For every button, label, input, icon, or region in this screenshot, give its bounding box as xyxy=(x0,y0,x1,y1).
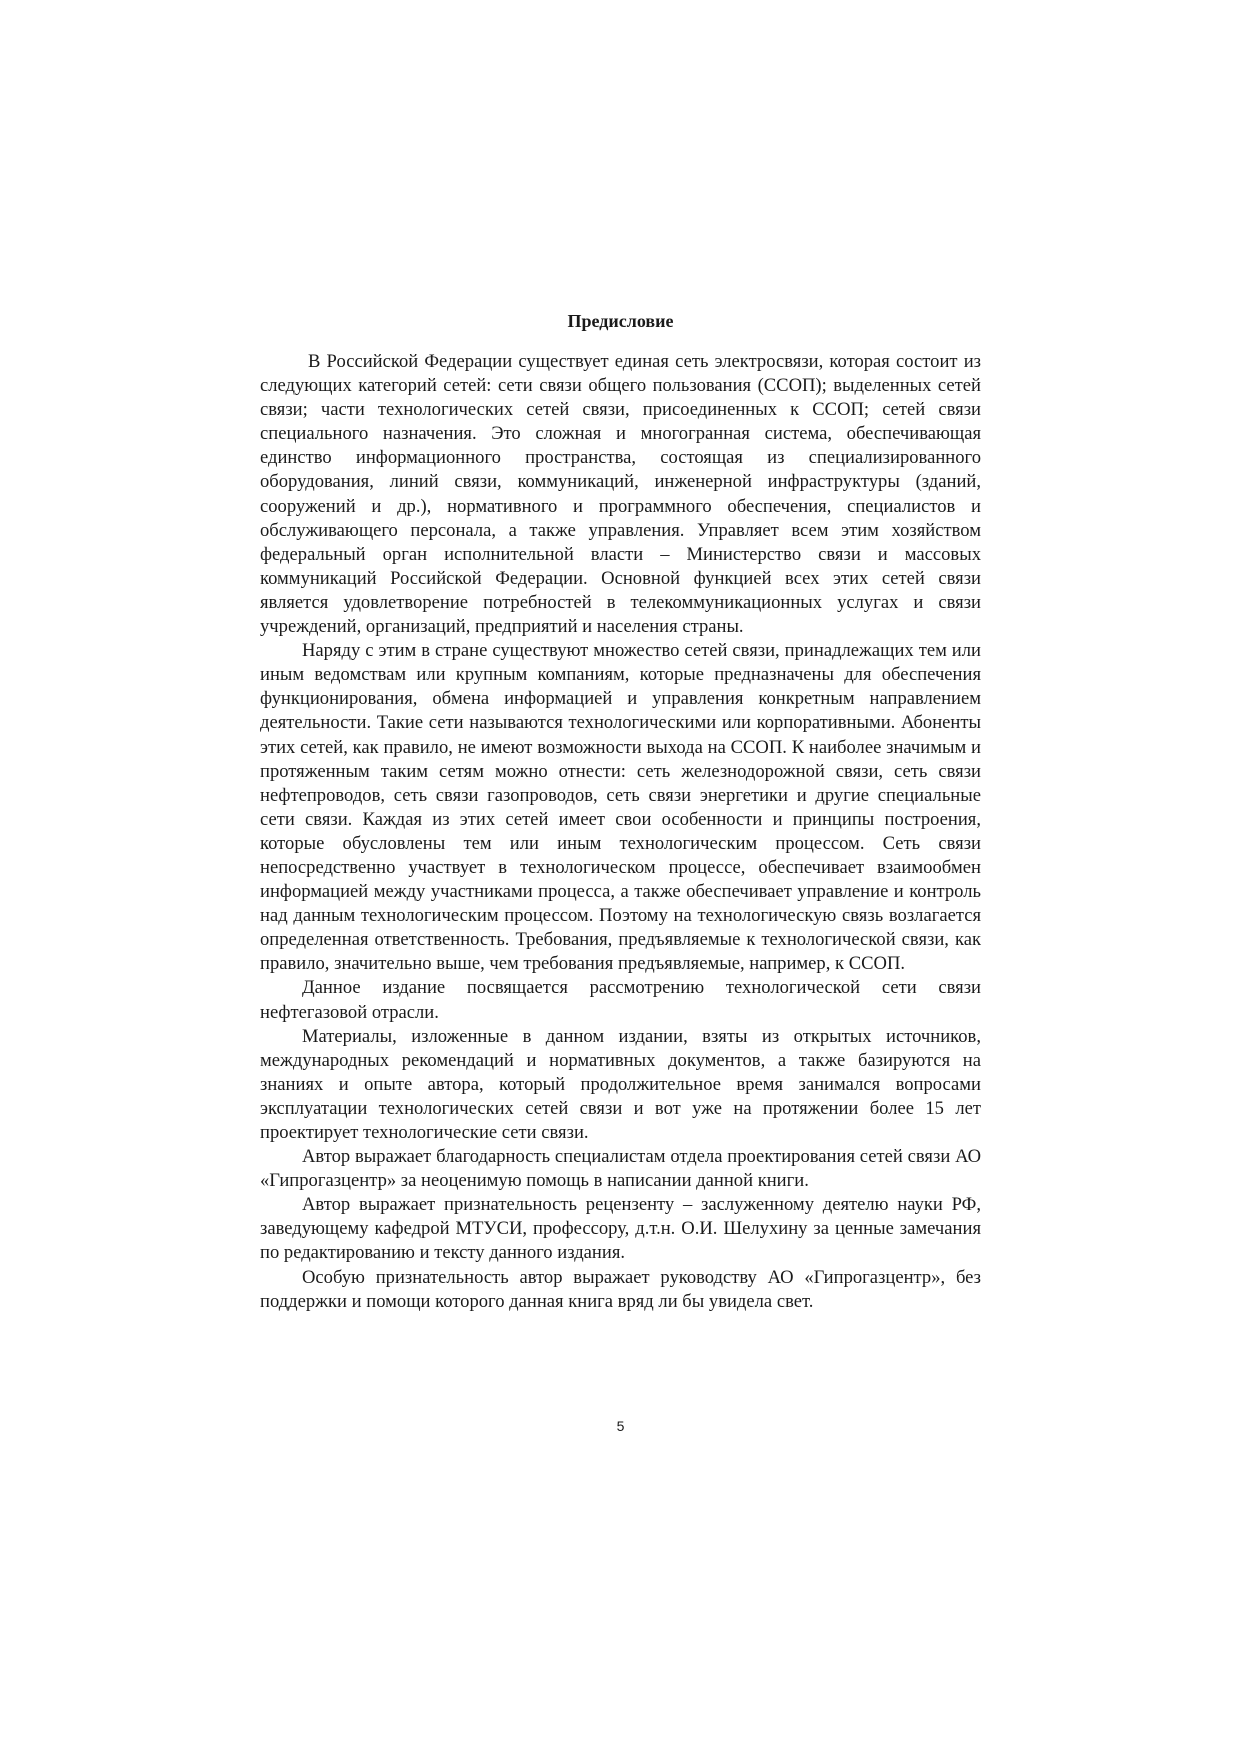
paragraph-2: Наряду с этим в стране существуют множество сетей связи, принадлежащих тем или иным ведомствам или крупным компаниям, которые предназначены для обеспечения функционирования, обмена информацией и управления конкретным направлением деятельности. Такие сети называются технологическими или корпоративными. Абоненты этих сетей, как правило, не имеют возможности выхода на ССОП. К наиболее значимым и протяженным таким сетям можно отнести: сеть железнодорожной связи, сеть связи нефтепроводов, сеть связи газопроводов, сеть связи энергетики и другие специальные сети связи. Каждая из этих сетей имеет свои особенности и принципы построения, которые обусловлены тем или иным технологическим процессом. Сеть связи непосредственно участвует в технологическом процессе, обеспечивает взаимообмен информацией между участниками процесса, а также обеспечивает управление и контроль над данным технологическим процессом. Поэтому на технологическую связь возлагается определенная ответственность. Требования, предъявляемые к технологической связи, как правило, значительно выше, чем требования предъявляемые, например, к ССОП. xyxy=(260,640,981,975)
paragraph-3: Данное издание посвящается рассмотрению технологической сети связи нефтегазовой отрасли. xyxy=(260,977,981,1023)
page-number: 5 xyxy=(616,1418,625,1434)
page-title: Предисловие xyxy=(567,311,674,331)
page-content xyxy=(260,310,981,1314)
paragraph-1: В Российской Федерации существует единая сеть электросвязи, которая состоит из следующих категорий сетей: сети связи общего пользования (ССОП); выделенных сетей связи; части технологических сетей связи, присоединенных к ССОП; сетей связи специального назначения. Это сложная и многогранная система, обеспечивающая единство информационного пространства, состоящая из специализированного оборудования, линий связи, коммуникаций, инженерной инфраструктуры (зданий, сооружений и др.), нормативного и программного обеспечения, специалистов и обслуживающего персонала, а также управления. Управляет всем этим хозяйством федеральный орган исполнительной власти – Министерство связи и массовых коммуникаций Российской Федерации. Основной функцией всех этих сетей связи является удовлетворение потребностей в телекоммуникационных услугах и связи учреждений, организаций, предприятий и населения страны. xyxy=(260,351,981,638)
paragraph-4: Материалы, изложенные в данном издании, взяты из открытых источников, международных рекомендаций и нормативных документов, а также базируются на знаниях и опыте автора, который продолжительное время занимался вопросами эксплуатации технологических сетей связи и вот уже на протяжении более 15 лет проектирует технологические сети связи. xyxy=(260,1025,981,1143)
paragraph-7: Особую признательность автор выражает руководству АО «Гипрогазцентр», без поддержки и помощи которого данная книга вряд ли бы увидела свет. xyxy=(260,1266,981,1312)
paragraph-5: Автор выражает благодарность специалистам отдела проектирования сетей связи АО «Гипрогазцентр» за неоценимую помощь в написании данной книги. xyxy=(260,1146,981,1192)
paragraph-6: Автор выражает признательность рецензенту – заслуженному деятелю науки РФ, заведующему кафедрой МТУСИ, профессору, д.т.н. О.И. Шелухину за ценные замечания по редактированию и тексту данного издания. xyxy=(260,1194,981,1264)
